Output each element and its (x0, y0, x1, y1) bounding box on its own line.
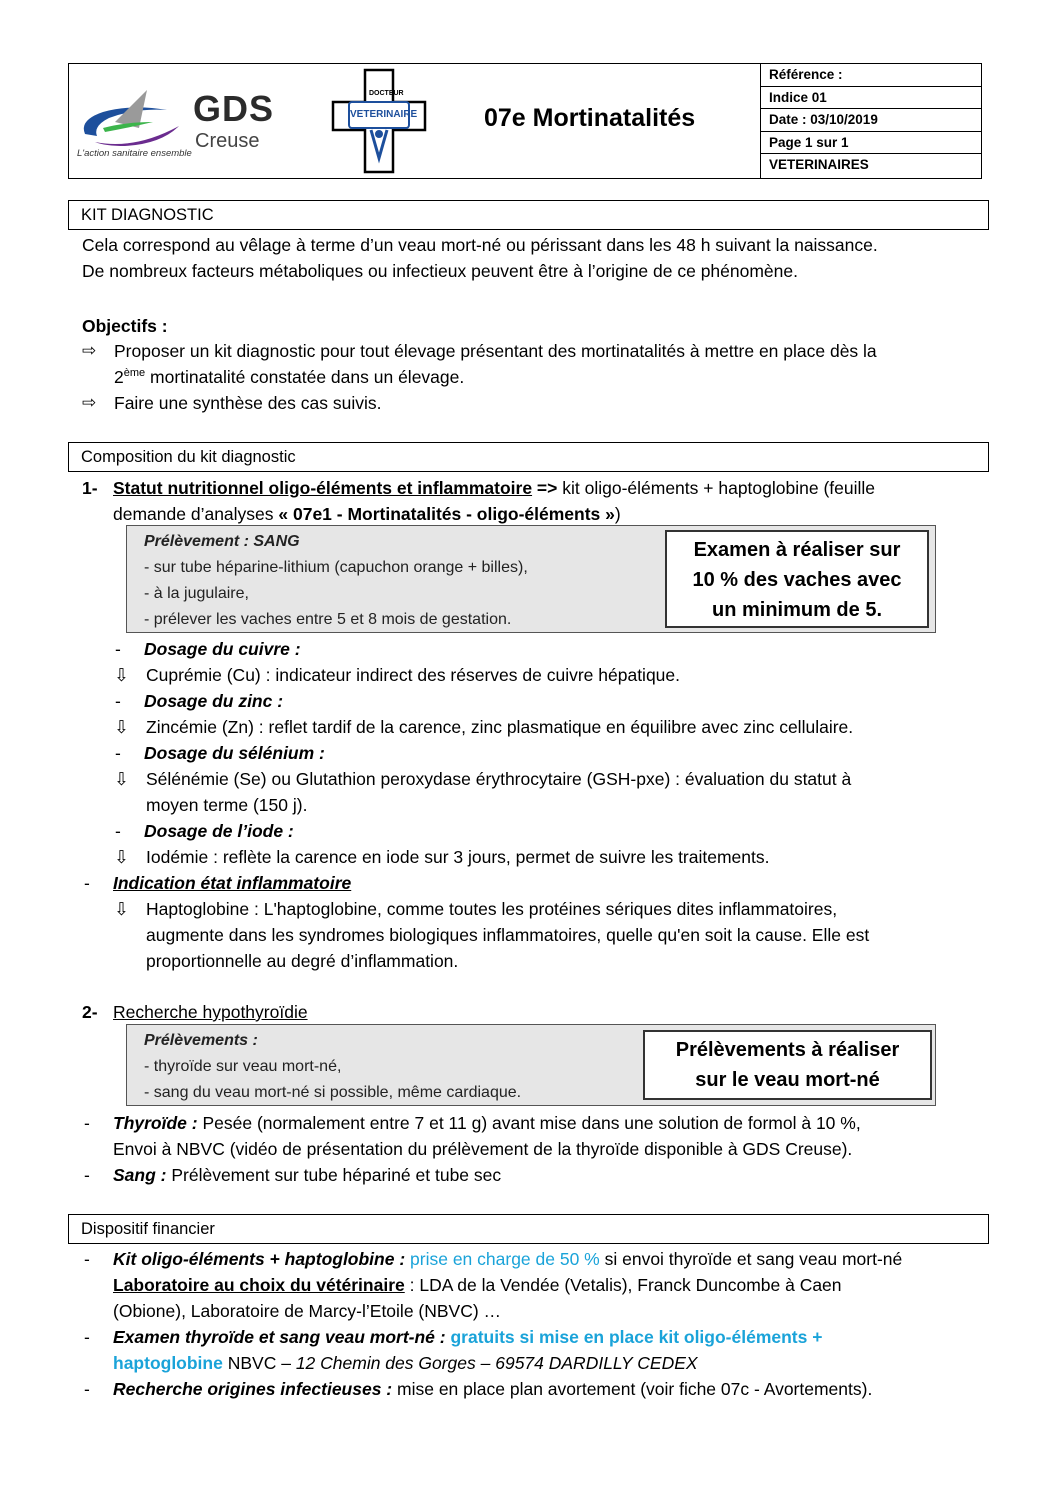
section-kit-heading: KIT DIAGNOSTIC (68, 200, 989, 230)
reference-cell: Référence : (761, 64, 982, 87)
exam-note-line-3: un minimum de 5. (711, 599, 883, 621)
sample-box-calf-line-2: - sang du veau mort-né si possible, même cardiaque. (144, 1084, 522, 1101)
financier-1-line-3: (Obione), Laboratoire de Marcy-l’Etoile (NBVC) … (113, 1301, 502, 1321)
inflammation-text-line-3: proportionnelle au degré d’inflammation. (146, 951, 459, 971)
sample-box-calf-line-1: - thyroïde sur veau mort-né, (144, 1058, 342, 1075)
financier-1-line-2: Laboratoire au choix du vétérinaire : LDA de la Vendée (Vetalis), Franck Duncombe à Caen (113, 1275, 842, 1295)
audience-cell: VETERINAIRES (769, 157, 869, 172)
financier-2-line-1: Examen thyroïde et sang veau mort-né : gratuits si mise en place kit oligo-éléments + (113, 1327, 823, 1347)
hollow-arrow-icon: ⇩ (114, 769, 129, 789)
section-composition-heading: Composition du kit diagnostic (68, 442, 989, 472)
dash-icon: - (84, 1113, 90, 1133)
gds-logo-icon (75, 82, 195, 154)
section-2-title: Recherche hypothyroïdie (113, 1002, 308, 1022)
kit-intro-line-2: De nombreux facteurs métaboliques ou infectieux peuvent être à l’origine de ce phénomène. (82, 261, 798, 281)
page-cell: Page 1 sur 1 (761, 132, 982, 155)
veterinaire-badge (331, 68, 427, 174)
exam-note-box (665, 530, 929, 628)
blood-line: Sang : Prélèvement sur tube hépariné et tube sec (113, 1165, 502, 1185)
sample-box-blood-title: Prélèvement : SANG (144, 533, 300, 550)
dash-icon: - (84, 873, 90, 893)
thyroid-line-1: Thyroïde : Pesée (normalement entre 7 et 11 g) avant mise dans une solution de formol à 10 %, (113, 1113, 861, 1133)
date-cell: Date : 03/10/2019 (761, 109, 982, 132)
zinc-text: Zincémie (Zn) : reflet tardif de la carence, zinc plasmatique en équilibre avec zinc cellulaire. (146, 717, 854, 737)
logo-sub-text: Creuse (195, 130, 260, 152)
dash-icon: - (84, 1249, 90, 1269)
dash-icon: - (84, 1165, 90, 1185)
selenium-text-line-1: Sélénémie (Se) ou Glutathion peroxydase érythrocytaire (GSH-pxe) : évaluation du statut à (146, 769, 852, 789)
arrow-icon: ⇨ (82, 393, 97, 412)
financier-3-line: Recherche origines infectieuses : mise en place plan avortement (voir fiche 07c - Avortements). (113, 1379, 873, 1399)
inflammation-text-line-1: Haptoglobine : L'haptoglobine, comme toutes les protéines sériques dites inflammatoires, (146, 899, 838, 919)
sample-box-blood-line-1: - sur tube héparine-lithium (capuchon orange + billes), (144, 559, 528, 576)
dash-icon: - (115, 821, 121, 841)
section-1-number: 1- (82, 478, 98, 498)
exam-note-line-2: 10 % des vaches avec (692, 569, 902, 591)
dash-icon: - (115, 743, 121, 763)
sample-box-calf-title: Prélèvements : (144, 1032, 258, 1049)
badge-main-text: VETERINAIRE (350, 109, 418, 120)
arrow-icon: ⇨ (82, 341, 97, 360)
hollow-arrow-icon: ⇩ (114, 899, 129, 919)
section-1-subtitle-line: demande d’analyses « 07e1 - Mortinatalités - oligo-éléments ») (113, 504, 621, 524)
logo-org-text: GDS (193, 88, 275, 129)
calf-note-box (643, 1030, 932, 1100)
logo-cell (69, 64, 761, 178)
objectif-2: Faire une synthèse des cas suivis. (114, 393, 382, 413)
selenium-title: Dosage du sélénium : (144, 743, 325, 763)
iodine-text: Iodémie : reflète la carence en iode sur 3 jours, permet de suivre les traitements. (146, 847, 770, 867)
selenium-text-line-2: moyen terme (150 j). (146, 795, 308, 815)
copper-title: Dosage du cuivre : (144, 639, 301, 659)
hollow-arrow-icon: ⇩ (114, 717, 129, 737)
kit-intro-line-1: Cela correspond au vêlage à terme d’un veau mort-né ou périssant dans les 48 h suivant la naissance. (82, 235, 878, 255)
page-title: 07e Mortinatalités (484, 104, 696, 132)
document-header (68, 63, 982, 179)
dash-icon: - (115, 639, 121, 659)
exam-note-line-1: Examen à réaliser sur (693, 539, 901, 561)
section-1-title-line: Statut nutritionnel oligo-éléments et inflammatoire => kit oligo-éléments + haptoglobine (feuille (113, 478, 875, 498)
dash-icon: - (84, 1379, 90, 1399)
inflammation-text-line-2: augmente dans les syndromes biologiques inflammatoires, quelle qu'en soit la cause. Elle est (146, 925, 870, 945)
calf-note-line-2: sur le veau mort-né (695, 1069, 880, 1091)
indice-cell: Indice 01 (761, 87, 982, 110)
cross-icon (331, 68, 427, 174)
thyroid-line-2: Envoi à NBVC (vidéo de présentation du prélèvement de la thyroïde disponible à GDS Creuse). (113, 1139, 853, 1159)
dash-icon: - (115, 691, 121, 711)
calf-note-line-1: Prélèvements à réaliser (675, 1039, 900, 1061)
section-financier-heading: Dispositif financier (68, 1214, 989, 1244)
financier-1-line-1: Kit oligo-éléments + haptoglobine : prise en charge de 50 % si envoi thyroïde et sang veau mort-né (113, 1249, 903, 1269)
objectif-1-line-1: Proposer un kit diagnostic pour tout élevage présentant des mortinatalités à mettre en place dès la (114, 341, 877, 361)
iodine-title: Dosage de l’iode : (144, 821, 294, 841)
zinc-title: Dosage du zinc : (144, 691, 284, 711)
reference-table (760, 64, 982, 178)
logo-tagline: L'action sanitaire ensemble (77, 148, 192, 159)
badge-top-text: DOCTEUR (369, 90, 404, 97)
section-2-number: 2- (82, 1002, 98, 1022)
objectif-1-line-2: 2ème mortinatalité constatée dans un élevage. (114, 367, 465, 387)
objectifs-title: Objectifs : (82, 316, 168, 336)
sample-box-blood-line-3: - prélever les vaches entre 5 et 8 mois de gestation. (144, 611, 512, 628)
financier-2-line-2: haptoglobine NBVC – 12 Chemin des Gorges – 69574 DARDILLY CEDEX (113, 1353, 698, 1373)
copper-text: Cuprémie (Cu) : indicateur indirect des réserves de cuivre hépatique. (146, 665, 681, 685)
hollow-arrow-icon: ⇩ (114, 665, 129, 685)
dash-icon: - (84, 1327, 90, 1347)
inflammation-title: Indication état inflammatoire (113, 873, 352, 893)
sample-box-blood-line-2: - à la jugulaire, (144, 585, 249, 602)
hollow-arrow-icon: ⇩ (114, 847, 129, 867)
